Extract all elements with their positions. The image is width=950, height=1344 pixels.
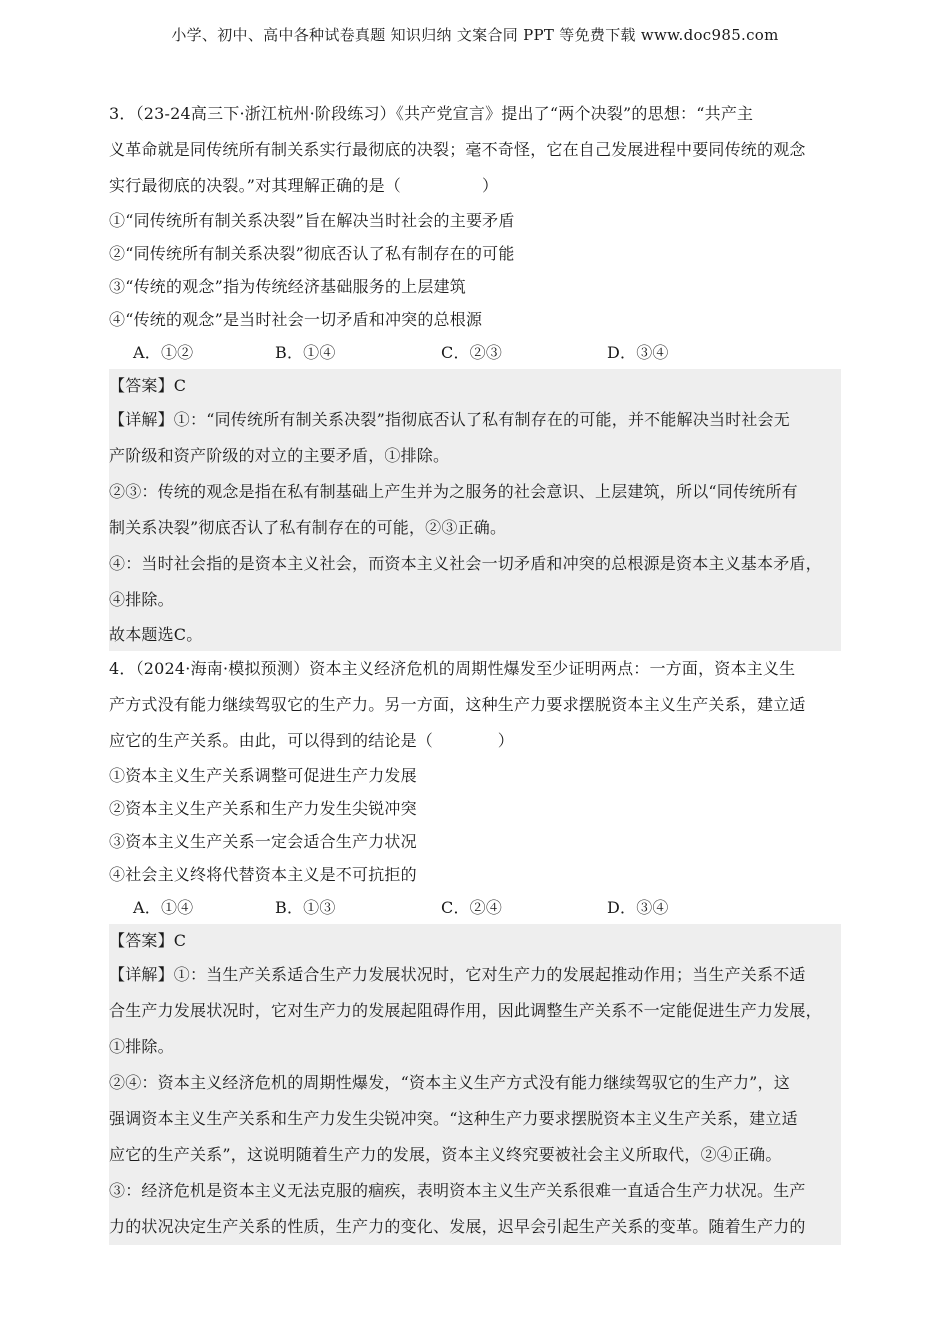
q4-explain-line-8: 力的状况决定生产关系的性质，生产力的变化、发展，迟早会引起生产关系的变革。随着生产力的: [109, 1217, 806, 1236]
q4-stem-line-3: 应它的生产关系。由此，可以得到的结论是（ ）: [109, 731, 515, 750]
q4-explain-line-2: 合生产力发展状况时，它对生产力的发展起阻碍作用，因此调整生产关系不一定能促进生产力发展，: [109, 1001, 822, 1020]
q4-stem-line-2: 产方式没有能力继续驾驭它的生产力。另一方面，这种生产力要求摆脱资本主义生产关系，建立适: [109, 695, 806, 714]
q4-option-c: C．②④: [441, 898, 503, 917]
q3-explain-line-4: 制关系决裂”彻底否认了私有制存在的可能，②③正确。: [109, 518, 507, 537]
q3-item-1: ①“同传统所有制关系决裂”旨在解决当时社会的主要矛盾: [109, 211, 515, 230]
q4-explain-line-6: 应它的生产关系”，这说明随着生产力的发展，资本主义终究要被社会主义所取代，②④正确。: [109, 1145, 782, 1164]
page-header: 小学、初中、高中各种试卷真题 知识归纳 文案合同 PPT 等免费下载 www.doc985.com: [171, 26, 779, 44]
q4-option-b: B．①③: [275, 898, 336, 917]
q3-stem-line-2: 义革命就是同传统所有制关系实行最彻底的决裂；毫不奇怪，它在自己发展进程中要同传统的观念: [109, 140, 806, 159]
q4-item-4: ④社会主义终将代替资本主义是不可抗拒的: [109, 865, 417, 884]
q3-explain-line-5: ④：当时社会指的是资本主义社会，而资本主义社会一切矛盾和冲突的总根源是资本主义基本矛盾，: [109, 554, 822, 573]
q4-explain-line-3: ①排除。: [109, 1037, 174, 1056]
q3-options: [109, 336, 841, 369]
q3-explain-line-2: 产阶级和资产阶级的对立的主要矛盾，①排除。: [109, 446, 450, 465]
q3-explain-line-7: 故本题选C。: [109, 625, 203, 644]
q3-item-4: ④“传统的观念”是当时社会一切矛盾和冲突的总根源: [109, 310, 483, 329]
q4-explain-line-7: ③：经济危机是资本主义无法克服的痼疾，表明资本主义生产关系很难一直适合生产力状况。生产: [109, 1181, 806, 1200]
q4-answer: 【答案】C: [109, 931, 187, 950]
q4-explain-line-4: ②④：资本主义经济危机的周期性爆发，“资本主义生产方式没有能力继续驾驭它的生产力”，这: [109, 1073, 790, 1092]
q4-answer-block: [109, 924, 841, 1245]
q4-item-2: ②资本主义生产关系和生产力发生尖锐冲突: [109, 799, 417, 818]
question-3: [109, 96, 841, 651]
q3-option-a: A．①②: [133, 343, 194, 362]
q4-options: [109, 891, 841, 924]
q3-option-b: B．①④: [275, 343, 336, 362]
q3-option-d: D．③④: [607, 343, 669, 362]
q4-stem-line-1: 4．（2024·海南·模拟预测）资本主义经济危机的周期性爆发至少证明两点：一方面，资本主义生: [109, 659, 796, 678]
q4-explain-line-1: 【详解】①：当生产关系适合生产力发展状况时，它对生产力的发展起推动作用；当生产关系不适: [109, 965, 806, 984]
q3-answer-block: [109, 369, 841, 651]
q3-option-c: C．②③: [441, 343, 503, 362]
q3-item-2: ②“同传统所有制关系决裂”彻底否认了私有制存在的可能: [109, 244, 515, 263]
q3-item-3: ③“传统的观念”指为传统经济基础服务的上层建筑: [109, 277, 466, 296]
q4-item-1: ①资本主义生产关系调整可促进生产力发展: [109, 766, 417, 785]
q4-option-d: D．③④: [607, 898, 669, 917]
q3-explain-line-1: 【详解】①：“同传统所有制关系决裂”指彻底否认了私有制存在的可能，并不能解决当时社会无: [109, 410, 790, 429]
document-body: [109, 96, 841, 1245]
q4-option-a: A．①④: [133, 898, 194, 917]
question-4: [109, 651, 841, 1245]
q3-stem-line-1: 3．（23-24高三下·浙江杭州·阶段练习）《共产党宣言》提出了“两个决裂”的思想：“共产主: [109, 104, 754, 123]
q4-item-3: ③资本主义生产关系一定会适合生产力状况: [109, 832, 417, 851]
q3-stem-line-3: 实行最彻底的决裂。”对其理解正确的是（ ）: [109, 176, 499, 195]
q3-explain-line-6: ④排除。: [109, 590, 174, 609]
q3-answer: 【答案】C: [109, 376, 187, 395]
q4-explain-line-5: 强调资本主义生产关系和生产力发生尖锐冲突。“这种生产力要求摆脱资本主义生产关系，建立适: [109, 1109, 798, 1128]
q3-explain-line-3: ②③：传统的观念是指在私有制基础上产生并为之服务的社会意识、上层建筑，所以“同传统所有: [109, 482, 798, 501]
